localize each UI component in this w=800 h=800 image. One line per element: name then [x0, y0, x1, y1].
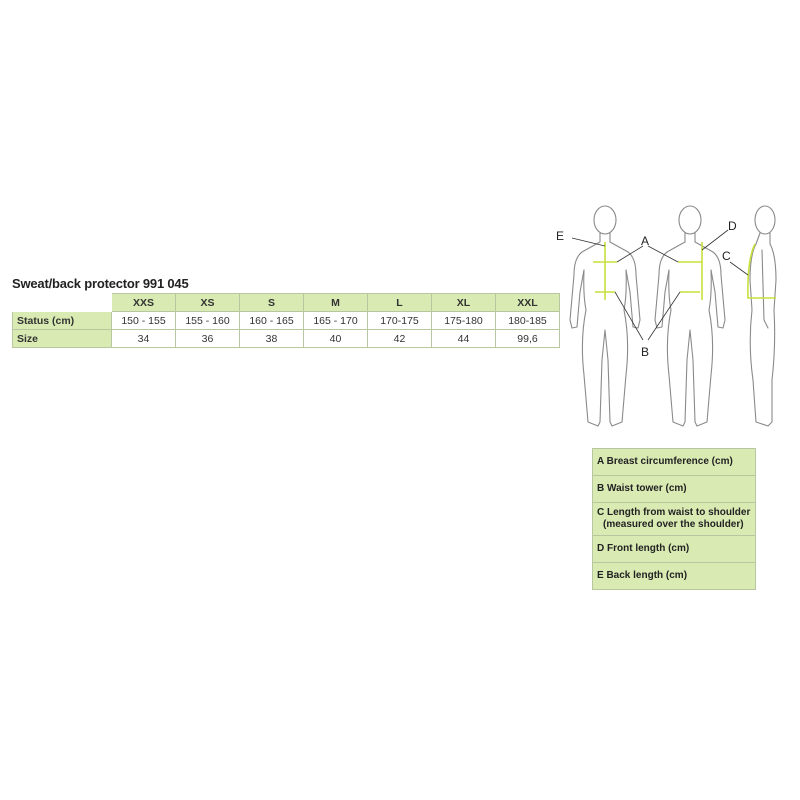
label-b: B: [641, 345, 650, 359]
size-header-s: S: [240, 294, 304, 312]
measurement-legend: [592, 448, 756, 590]
legend-item-e: E Back length (cm): [593, 563, 756, 590]
table-row: [13, 312, 560, 330]
size-header-xl: XL: [432, 294, 496, 312]
table-cell: 160 - 165: [240, 312, 304, 330]
label-c: C: [722, 249, 731, 263]
list-item: [593, 563, 756, 590]
table-cell: 165 - 170: [304, 312, 368, 330]
table-cell: 150 - 155: [112, 312, 176, 330]
table-cell: 34: [112, 330, 176, 348]
list-item: [593, 536, 756, 563]
legend-item-d: D Front length (cm): [593, 536, 756, 563]
size-header-xxs: XXS: [112, 294, 176, 312]
table-cell: 180-185: [496, 312, 560, 330]
legend-item-c-line2: (measured over the shoulder): [603, 519, 744, 530]
label-d: D: [728, 219, 737, 233]
figure-front-left: [570, 206, 640, 426]
legend-item-b: B Waist tower (cm): [593, 476, 756, 503]
row-label-size: Size: [13, 330, 112, 348]
table-row: [13, 330, 560, 348]
table-cell: 155 - 160: [176, 312, 240, 330]
table-cell: 175-180: [432, 312, 496, 330]
legend-item-a: A Breast circumference (cm): [593, 449, 756, 476]
table-cell: 99,6: [496, 330, 560, 348]
figure-side: [750, 206, 776, 426]
list-item: [593, 476, 756, 503]
table-cell: 36: [176, 330, 240, 348]
legend-item-c-line1: C Length from waist to shoulder: [597, 507, 751, 518]
table-corner: [13, 294, 112, 312]
table-cell: 38: [240, 330, 304, 348]
row-label-status: Status (cm): [13, 312, 112, 330]
size-header-xs: XS: [176, 294, 240, 312]
table-cell: 42: [368, 330, 432, 348]
size-header-m: M: [304, 294, 368, 312]
table-cell: 170-175: [368, 312, 432, 330]
label-e: E: [556, 229, 565, 243]
table-header-row: [13, 294, 560, 312]
list-item: [593, 449, 756, 476]
legend-item-c: [593, 503, 756, 536]
size-table: [12, 293, 560, 348]
chart-title: Sweat/back protector 991 045: [12, 276, 189, 291]
table-cell: 40: [304, 330, 368, 348]
size-header-l: L: [368, 294, 432, 312]
figure-front-right: [655, 206, 725, 426]
label-a: A: [641, 234, 650, 248]
body-measurement-figures: [550, 200, 780, 440]
size-header-xxl: XXL: [496, 294, 560, 312]
list-item: [593, 503, 756, 536]
table-cell: 44: [432, 330, 496, 348]
